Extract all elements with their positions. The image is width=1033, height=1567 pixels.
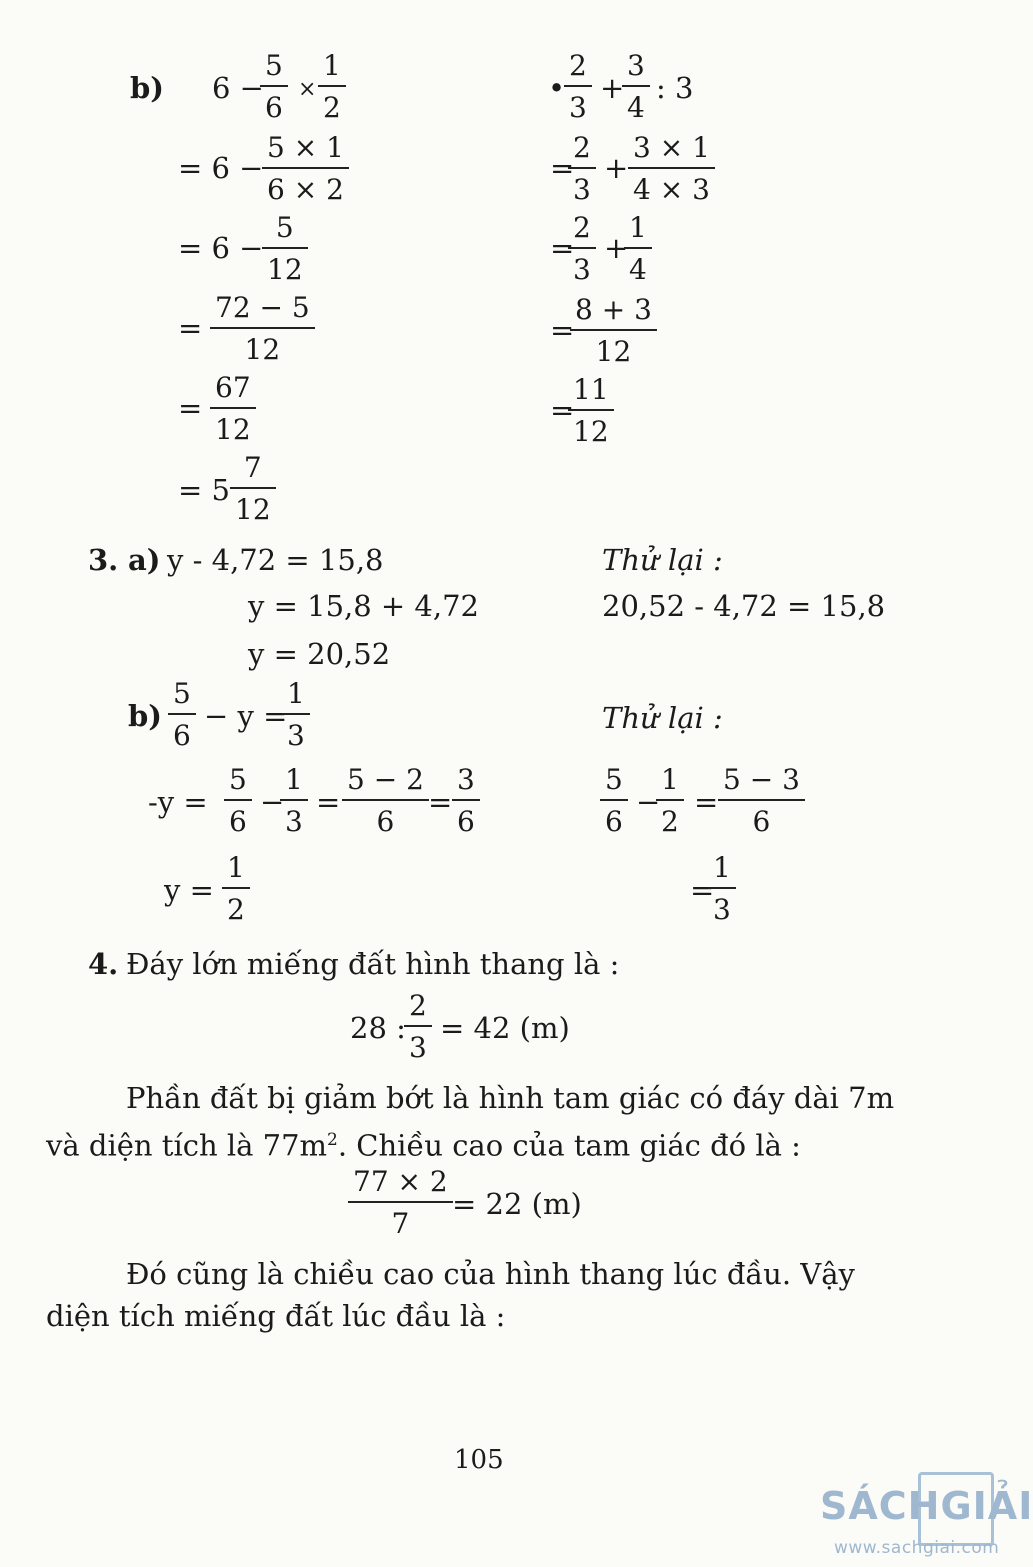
ex4-intro: Đáy lớn miếng đất hình thang là : [126, 947, 620, 981]
eq-prefix: = [550, 313, 575, 347]
calc2-result: = 22 (m) [452, 1187, 582, 1221]
equals-sign: = [694, 785, 719, 819]
check-label-a: Thử lại : [602, 543, 723, 577]
exercise-3a-label: a) [128, 543, 161, 577]
fraction: 5 × 1 6 × 2 [262, 132, 349, 206]
eq-prefix: = [178, 311, 203, 345]
fraction: 8 + 3 12 [570, 294, 657, 368]
fraction: 2 3 [404, 990, 432, 1064]
para1-line1: Phần đất bị giảm bớt là hình tam giác có đáy dài 7m [126, 1081, 895, 1115]
equals-sign: = [316, 785, 341, 819]
fraction: 1 4 [624, 212, 652, 286]
fraction: 1 2 [656, 764, 684, 838]
calc1-left: 28 : [350, 1011, 406, 1045]
fraction: 5 12 [262, 212, 308, 286]
bullet: • [548, 71, 566, 105]
minus-y-equals: − y = [204, 699, 288, 733]
fraction: 11 12 [568, 374, 614, 448]
fraction: 3 4 [622, 50, 650, 124]
fraction: 1 2 [318, 50, 346, 124]
divide-by-three: : 3 [656, 71, 694, 105]
exercise-3b-label: b) [128, 699, 162, 733]
minus-sign: − [636, 785, 661, 819]
para2-line2: diện tích miếng đất lúc đầu là : [46, 1299, 506, 1333]
ex3a-line-3: y = 20,52 [248, 637, 391, 671]
neg-y-equals: -y = [148, 785, 208, 819]
fraction: 5 6 [168, 678, 196, 752]
fraction: 1 3 [280, 764, 308, 838]
ex3a-line-1: y - 4,72 = 15,8 [167, 543, 384, 577]
fraction: 77 × 2 7 [348, 1166, 453, 1240]
fraction: 5 − 3 6 [718, 764, 805, 838]
fraction: 67 12 [210, 372, 256, 446]
equals-sign: = [428, 785, 453, 819]
eq-prefix: = [178, 391, 203, 425]
plus-sign: + [604, 231, 629, 265]
plus-sign: + [600, 71, 625, 105]
para1-line2: và diện tích là $77m^2$. Chiều cao của tam giác đó là : [46, 1128, 801, 1163]
fraction: 3 × 1 4 × 3 [628, 132, 715, 206]
watermark-logo [820, 1464, 1033, 1564]
eq-prefix: = [690, 873, 715, 907]
exercise-3-number: 3. [88, 543, 119, 577]
y-equals: y = [164, 873, 214, 907]
fraction: 2 3 [568, 212, 596, 286]
fraction: 72 − 5 12 [210, 292, 315, 366]
fraction: 3 6 [452, 764, 480, 838]
fraction: 2 3 [568, 132, 596, 206]
fraction: 2 3 [564, 50, 592, 124]
fraction: 5 6 [600, 764, 628, 838]
fraction: 5 6 [224, 764, 252, 838]
eq-prefix: = [550, 231, 575, 265]
watermark-url: www.sachgiai.com [834, 1538, 1000, 1558]
check-label-b: Thử lại : [602, 701, 723, 735]
times-sign: × [298, 77, 317, 102]
minus-sign: − [260, 785, 285, 819]
fraction: 1 3 [282, 678, 310, 752]
ex3a-check: 20,52 - 4,72 = 15,8 [602, 589, 886, 623]
plus-sign: + [604, 151, 629, 185]
fraction: 1 2 [222, 852, 250, 926]
watermark-brand: SÁCHGIẢI [820, 1484, 1033, 1528]
expr-left-six: 6 − [212, 71, 264, 105]
para2-line1: Đó cũng là chiều cao của hình thang lúc đầu. Vậy [126, 1257, 855, 1291]
fraction: 5 − 2 6 [342, 764, 429, 838]
ex3a-line-2: y = 15,8 + 4,72 [248, 589, 479, 623]
fraction: 5 6 [260, 50, 288, 124]
eq-prefix: = 5 [178, 473, 230, 507]
exercise-4-number: 4. [88, 947, 119, 981]
fraction: 7 12 [230, 452, 276, 526]
calc1-result: = 42 (m) [440, 1011, 570, 1045]
eq-prefix: = [550, 393, 575, 427]
part-2b-label: b) [130, 71, 164, 105]
page-number: 105 [454, 1445, 504, 1475]
fraction: 1 3 [708, 852, 736, 926]
eq-prefix: = [550, 151, 575, 185]
eq-prefix: = 6 − [178, 231, 264, 265]
eq-prefix: = 6 − [178, 151, 264, 185]
